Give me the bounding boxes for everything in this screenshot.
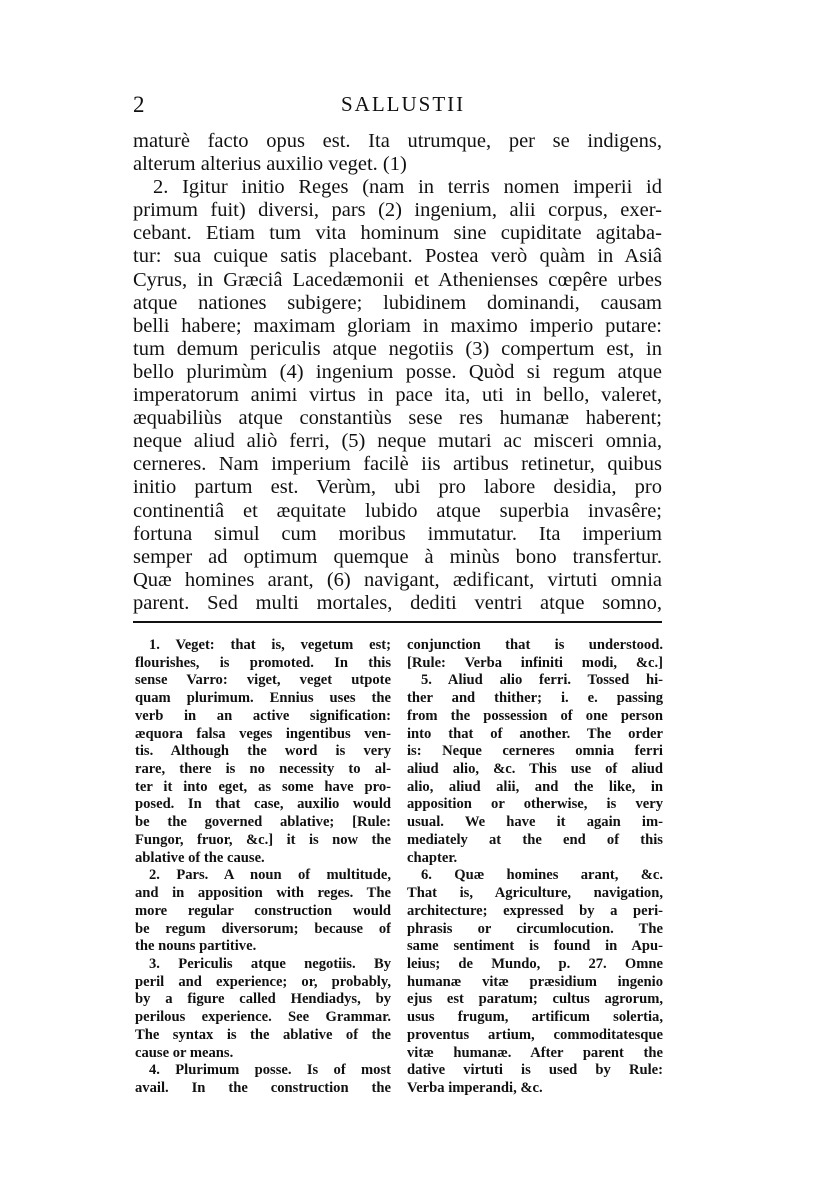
footnote-line: proventus artium, commoditatesque: [407, 1026, 663, 1043]
footnote-line: into that of another. The order: [407, 725, 663, 742]
footnote-line: 1. Veget: that is, vegetum est;: [149, 637, 391, 653]
text-line: æquabiliùs atque constantiùs sese res humanæ haberent;: [133, 407, 662, 430]
footnote-line: mediately at the end of this: [407, 831, 663, 848]
footnote-line: rare, there is no necessity to al-: [135, 761, 391, 778]
text-line: bello plurimùm (4) ingenium posse. Quòd si regum atque: [133, 360, 662, 383]
footnote-line: 3. Periculis atque negotiis. By: [149, 955, 391, 972]
footnote-line: same sentiment is found in Apu-: [407, 938, 663, 955]
footnote-line: conjunction that is understood.: [407, 637, 663, 653]
text-line: cerneres. Nam imperium facilè iis artibus retinetur, quibus: [133, 453, 662, 476]
footnote-line: usual. We have it again im-: [407, 814, 663, 831]
footnote-line: dative virtuti is used by Rule:: [407, 1062, 663, 1079]
footnote-line: 6. Quæ homines arant, &c.: [421, 867, 663, 884]
footnote-line: quam plurimum. Ennius uses the: [135, 690, 391, 707]
footnote-line: leius; de Mundo, p. 27. Omne: [407, 955, 663, 972]
footnote-line: peril and experience; or, probably,: [135, 973, 391, 990]
footnote-line: verb in an active signification:: [135, 707, 391, 724]
footnotes-right-column: [407, 637, 663, 1098]
page-header: [133, 92, 662, 122]
text-line: alterum alterius auxilio veget. (1): [133, 153, 407, 176]
footnote-line: is: Neque cerneres omnia ferri: [407, 743, 663, 760]
footnote-line: more regular construction would: [135, 902, 391, 919]
footnote-line: sense Varro: viget, veget utpote: [135, 672, 391, 689]
footnote-line: cause or means.: [135, 1044, 234, 1061]
text-line: belli habere; maximam gloriam in maximo imperio putare:: [133, 314, 662, 337]
text-line: neque aliud aliò ferri, (5) neque mutari ac misceri omnia,: [133, 430, 662, 453]
footnote-line: aliud alio, &c. This use of aliud: [407, 761, 663, 778]
footnote-line: apposition or otherwise, is very: [407, 796, 663, 813]
footnote-line: That is, Agriculture, navigation,: [407, 885, 663, 902]
text-line: maturè facto opus est. Ita utrumque, per se indigens,: [133, 130, 662, 152]
footnotes-left-column: [135, 637, 391, 1098]
footnote-line: from the possession of one person: [407, 707, 663, 724]
text-line: Cyrus, in Græciâ Lacedæmonii et Athenienses cœpêre urbes: [133, 268, 662, 291]
footnote-line: Verba imperandi, &c.: [407, 1079, 543, 1096]
footnote-line: phrasis or circumlocution. The: [407, 920, 663, 937]
footnote-line: flourishes, is promoted. In this: [135, 654, 391, 671]
footnote-line: The syntax is the ablative of the: [135, 1026, 391, 1043]
text-line: atque nationes subigere; lubidinem dominandi, causam: [133, 291, 662, 314]
footnote-line: [Rule: Verba infiniti modi, &c.]: [407, 654, 663, 671]
text-line: tur: sua cuique satis placebant. Postea verò quàm in Asiâ: [133, 245, 662, 268]
text-line: parent. Sed multi mortales, dediti ventri atque somno,: [133, 591, 662, 614]
footnote-line: avail. In the construction the: [135, 1079, 391, 1096]
footnote-line: be regum diversorum; because of: [135, 920, 391, 937]
footnote-line: æquora falsa veges ingentibus ven-: [135, 725, 391, 742]
text-line: primum fuit) diversi, pars (2) ingenium, alii corpus, exer-: [133, 199, 662, 222]
footnote-line: and in apposition with reges. The: [135, 885, 391, 902]
footnote-line: vitæ humanæ. After parent the: [407, 1044, 663, 1061]
footnote-line: be the governed ablative; [Rule:: [135, 814, 391, 831]
footnote-line: ejus est paratum; cultus agrorum,: [407, 991, 663, 1008]
footnote-line: ter it into eget, as some have pro-: [135, 778, 391, 795]
footnote-line: Fungor, fruor, &c.] it is now the: [135, 831, 391, 848]
footnote-line: posed. In that case, auxilio would: [135, 796, 391, 813]
footnote-line: alio, aliud alii, and the like, in: [407, 778, 663, 795]
text-line: fortuna simul cum moribus immutatur. Ita imperium: [133, 522, 662, 545]
text-line: Quæ homines arant, (6) navigant, ædificant, virtuti omnia: [133, 568, 662, 591]
footnote-line: 4. Plurimum posse. Is of most: [149, 1062, 391, 1079]
page-number: 2: [133, 92, 145, 117]
footnote-line: by a figure called Hendiadys, by: [135, 991, 391, 1008]
footnote-line: tis. Although the word is very: [135, 743, 391, 760]
text-line: 2. Igitur initio Reges (nam in terris nomen imperii id: [153, 176, 662, 199]
footnote-line: humanæ vitæ præsidium ingenio: [407, 973, 663, 990]
running-head: SALLUSTII: [341, 92, 466, 116]
footnote-divider: [133, 621, 662, 623]
footnote-line: ablative of the cause.: [135, 849, 265, 866]
footnote-line: architecture; expressed by a peri-: [407, 902, 663, 919]
main-text: [133, 130, 662, 615]
footnote-line: perilous experience. See Grammar.: [135, 1009, 391, 1026]
footnote-line: ther and thither; i. e. passing: [407, 690, 663, 707]
text-line: imperatorum animi virtus in pace ita, uti in bello, valeret,: [133, 384, 662, 407]
footnote-line: 5. Aliud alio ferri. Tossed hi-: [421, 672, 663, 689]
text-line: cebant. Etiam tum vita hominum sine cupiditate agitaba-: [133, 222, 662, 245]
footnote-line: the nouns partitive.: [135, 938, 257, 955]
footnote-line: 2. Pars. A noun of multitude,: [149, 867, 391, 884]
text-line: tum demum periculis atque negotiis (3) compertum est, in: [133, 337, 662, 360]
text-line: semper ad optimum quemque à minùs bono transfertur.: [133, 545, 662, 568]
text-line: initio partum est. Verùm, ubi pro labore desidia, pro: [133, 476, 662, 499]
text-line: continentiâ et æquitate lubido atque superbia invasêre;: [133, 499, 662, 522]
footnote-line: chapter.: [407, 849, 458, 866]
footnote-line: usus frugum, artificum solertia,: [407, 1009, 663, 1026]
